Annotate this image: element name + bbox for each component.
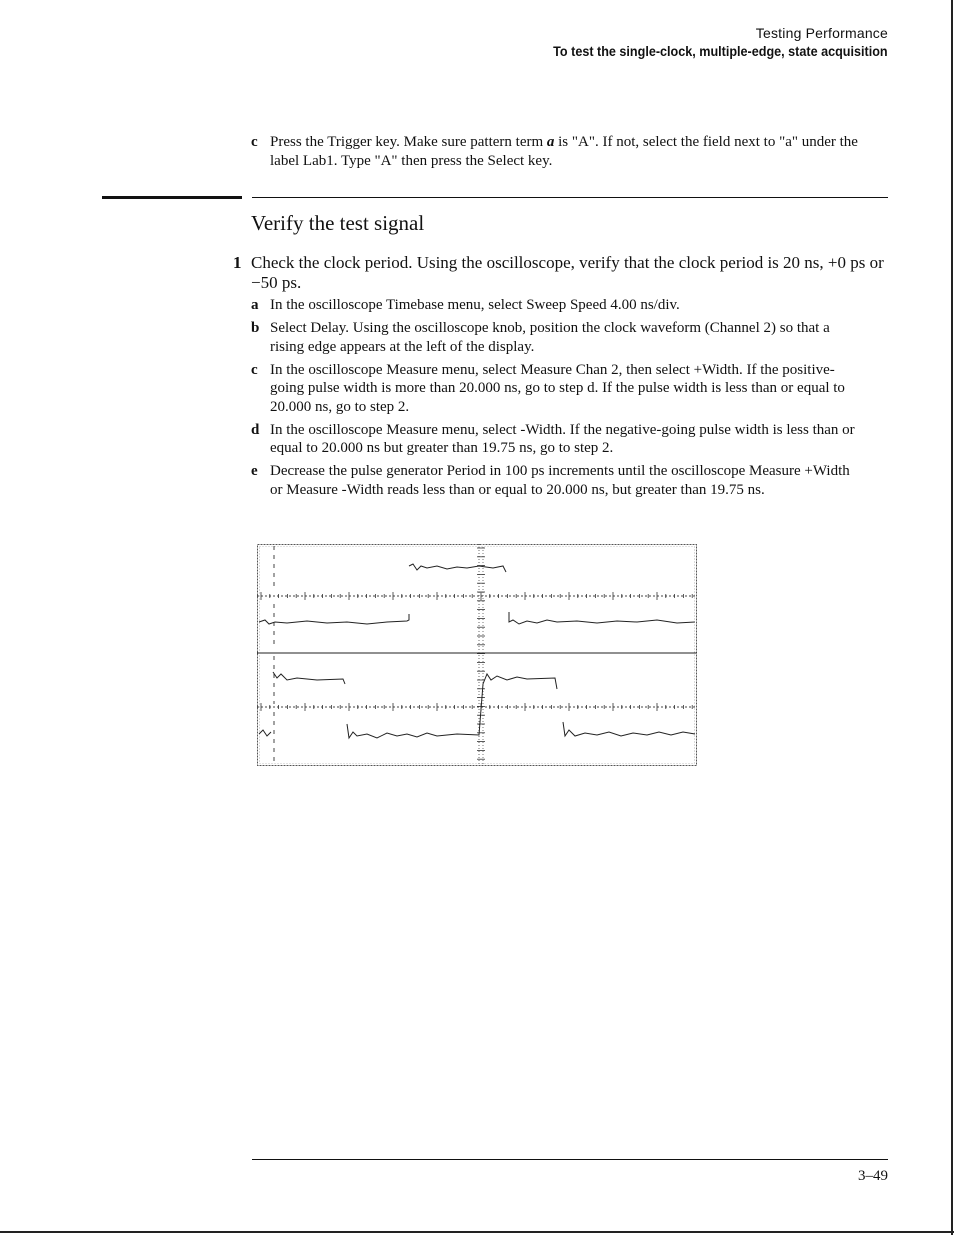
substep-letter: e [251, 463, 258, 479]
running-head-chapter: Testing Performance [755, 25, 888, 41]
section-rule-thick [102, 196, 242, 199]
substep-d [251, 421, 860, 458]
substep-a [251, 296, 860, 315]
running-head-section: To test the single-clock, multiple-edge, state acquisition [553, 43, 888, 59]
waveform-left-edge [259, 730, 271, 736]
footer-rule [252, 1159, 888, 1160]
step-letter: c [251, 134, 258, 150]
oscilloscope-screenshot [257, 544, 697, 766]
running-head [516, 24, 888, 60]
section-title: Verify the test signal [251, 211, 425, 235]
scope-frame [258, 545, 697, 766]
substep-text: Decrease the pulse generator Period in 100 ps increments until the oscilloscope Measure +Width or Measure -Width reads less than or equal to 20.000 ns, but greater than 19.75 ns. [270, 463, 850, 498]
substep-b [251, 319, 860, 356]
waveform-channel-1 [259, 564, 695, 624]
substep-text: In the oscilloscope Measure menu, select -Width. If the negative-going pulse width is less than or equal to 20.000 ns but greater than 19.75 ns, go to step 2. [270, 421, 855, 456]
step-text-part1: Press the Trigger key. Make sure pattern term [270, 134, 547, 150]
substep-text: Select Delay. Using the oscilloscope knob, position the clock waveform (Channel 2) so that a rising edge appears at the left of the display. [270, 320, 830, 355]
main-step [233, 253, 891, 293]
substep-e [251, 462, 860, 499]
step-text-part2: is "A". If not, select the field next to "a" under the label Lab1. Type "A" then press the Select key. [270, 134, 858, 169]
page-edge-bottom [0, 1231, 954, 1233]
substep-letter: c [251, 361, 258, 378]
waveform-channel-2 [273, 672, 695, 738]
section-rule-thin [252, 197, 888, 198]
main-step-text: Check the clock period. Using the oscilloscope, verify that the clock period is 20 ns, +0 ps or −50 ps. [251, 253, 884, 292]
pattern-term: a [546, 134, 555, 150]
substep-letter: b [251, 320, 260, 336]
substep-text: In the oscilloscope Measure menu, select Measure Chan 2, then select +Width. If the positive-going pulse width is more than 20.000 ns, go to step d. If the pulse width is less than or equal to 20.000 ns, go to step 2. [270, 361, 845, 415]
substep-c [251, 361, 860, 417]
substep-letter: a [251, 297, 259, 313]
scope-inner-frame [260, 547, 695, 764]
intro-step [251, 133, 860, 170]
substep-list [251, 296, 860, 504]
main-step-number: 1 [233, 253, 242, 272]
page-edge-right [951, 0, 953, 1235]
page-number: 3–49 [858, 1168, 888, 1184]
substep-letter: d [251, 421, 260, 438]
substep-text: In the oscilloscope Timebase menu, select Sweep Speed 4.00 ns/div. [270, 297, 680, 313]
scope-ticks [261, 548, 692, 759]
